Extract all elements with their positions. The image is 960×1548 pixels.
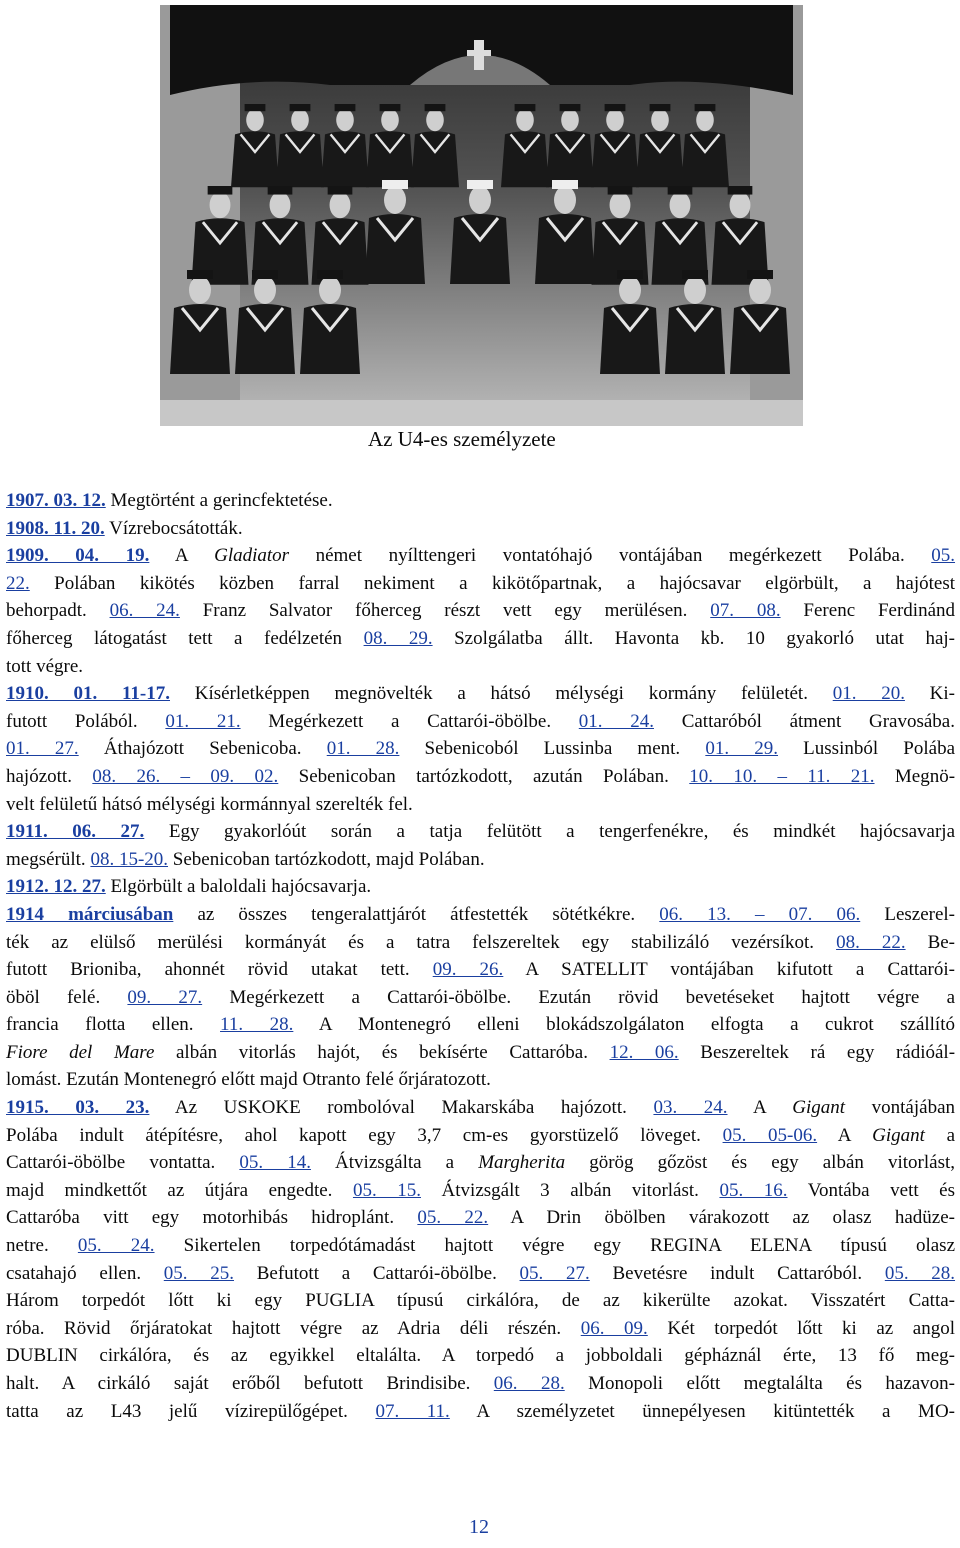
text-run: Fiore del Mare: [6, 1041, 155, 1063]
text-run: főherceg látogatást tett a fedélzetén: [6, 627, 364, 649]
date-link[interactable]: 12. 06.: [609, 1041, 679, 1063]
date-link[interactable]: 10. 10. – 11. 21.: [689, 765, 875, 787]
text-run: vontájában: [845, 1097, 956, 1119]
text-run: Kísérletképpen megnövelték a hátsó mélységi kormány felületét.: [170, 683, 833, 705]
text-run: Vontába vett és: [787, 1179, 956, 1201]
crew-photo-drawing: [160, 5, 803, 426]
text-run: Bevetésre indult Cattaróból.: [589, 1262, 885, 1284]
text-run: Gigant: [792, 1097, 846, 1119]
date-link[interactable]: 1907. 03. 12.: [6, 490, 106, 511]
date-link[interactable]: 05. 28.: [884, 1262, 956, 1284]
text-line: [6, 1287, 955, 1315]
date-link[interactable]: 09. 27.: [127, 986, 203, 1008]
text-line: [6, 1011, 955, 1039]
text-line: [6, 818, 955, 846]
date-link[interactable]: 01. 20.: [832, 683, 905, 705]
text-run: A Drin öbölben várakozott az olasz hadüze-: [488, 1207, 955, 1229]
text-run: francia flotta ellen.: [6, 1014, 221, 1036]
text-run: behorpadt.: [6, 600, 110, 622]
date-link[interactable]: 05. 27.: [519, 1262, 590, 1284]
text-line: [6, 846, 955, 874]
text-run: Polába indult átépítésre, ahol kapott egy 3,7 cm-es gyorstüzelő löveget.: [6, 1124, 723, 1146]
date-link[interactable]: 05. 25.: [163, 1262, 234, 1284]
text-run: hajózott.: [6, 765, 93, 787]
date-link[interactable]: 1911. 06. 27.: [6, 821, 145, 843]
date-link[interactable]: 1908. 11. 20.: [6, 517, 105, 539]
date-link[interactable]: 08. 15-20.: [90, 848, 169, 870]
text-run: Cattaróból átment Gravosába.: [653, 710, 955, 732]
text-run: Egy gyakorlóút során a tatja felütött a tengerfenékre, és mindkét hajócsavarja: [144, 821, 955, 843]
text-line: [6, 984, 955, 1012]
text-line: [6, 1094, 955, 1122]
text-line: [6, 487, 955, 515]
date-link[interactable]: 22.: [6, 572, 30, 594]
text-run: Sebenicoban tartózkodott, majd Polában.: [168, 848, 485, 870]
text-run: csatahajó ellen.: [6, 1262, 164, 1284]
text-line: [6, 901, 955, 929]
text-line: [6, 708, 955, 736]
text-line: [6, 763, 955, 791]
text-line: [6, 791, 955, 819]
text-run: Átvizsgált 3 albán vitorlást.: [421, 1179, 720, 1201]
date-link[interactable]: 06. 13. – 07. 06.: [659, 903, 861, 925]
date-link[interactable]: 1914 márciusában: [6, 903, 174, 925]
text-run: albán vitorlás hajót, és bekísérte Cattaróba.: [154, 1041, 610, 1063]
date-link[interactable]: 1915. 03. 23.: [6, 1097, 150, 1119]
text-run: Áthajózott Sebenicoba.: [78, 738, 327, 760]
date-link[interactable]: 01. 27.: [6, 738, 79, 760]
text-run: Franz Salvator főherceg részt vett egy merülésen.: [179, 600, 711, 622]
text-run: Megérkezett a Cattarói-öbölbe. Ezután rövid bevetéseket hajtott végre a: [202, 986, 955, 1008]
date-link[interactable]: 09. 26.: [432, 959, 504, 981]
text-run: Sikertelen torpedótámadást hajtott végre egy REGINA ELENA típusú olasz: [154, 1235, 956, 1257]
text-line: [6, 1066, 955, 1094]
text-run: Vízrebocsátották.: [104, 517, 243, 539]
text-line: [6, 735, 955, 763]
date-link[interactable]: 11. 28.: [220, 1014, 294, 1036]
text-run: Gigant: [872, 1124, 925, 1146]
text-run: Szolgálatba állt. Havonta kb. 10 gyakorló utat haj-: [432, 627, 956, 649]
text-run: A személyzetet ünnepélyesen kitüntették a MO-: [449, 1400, 956, 1422]
text-run: A SATELLIT vontájában kifutott a Cattarói-: [503, 959, 955, 981]
text-line: [6, 1204, 955, 1232]
crew-photo: [160, 5, 803, 426]
text-line: [6, 1398, 955, 1426]
text-run: Három torpedót lőtt ki egy PUGLIA típusú cirkálóra, de az kikerülte azokat. Visszatért Catta-: [6, 1290, 955, 1312]
text-line: [6, 1039, 955, 1067]
text-run: futott Polából.: [6, 710, 166, 732]
date-link[interactable]: 01. 24.: [578, 710, 654, 732]
text-line: [6, 1232, 955, 1260]
text-run: Ki-: [904, 683, 955, 705]
text-line: [6, 1260, 955, 1288]
text-line: [6, 625, 955, 653]
date-link[interactable]: 1912. 12. 27.: [6, 876, 106, 898]
date-link[interactable]: 05. 16.: [719, 1179, 788, 1201]
text-run: halt. A cirkáló saját erőből befutott Brindisibe.: [6, 1373, 494, 1394]
text-run: öböl felé.: [6, 986, 128, 1008]
text-run: majd mindkettőt az útjára engedte.: [6, 1179, 353, 1201]
text-run: Be-: [905, 931, 955, 953]
text-run: velt felületű hátsó mélységi kormánnyal szerelték fel.: [6, 793, 413, 815]
date-link[interactable]: 05. 22.: [417, 1207, 489, 1229]
date-link[interactable]: 01. 28.: [326, 738, 400, 760]
text-run: görög gőzöst és egy albán vitorlást,: [565, 1152, 955, 1174]
date-link[interactable]: 01. 21.: [165, 710, 241, 732]
text-run: az összes tengeralattjárót átfestették sötétkékre.: [173, 903, 660, 925]
date-link[interactable]: 1910. 01. 11-17.: [6, 683, 170, 705]
text-line: [6, 653, 955, 681]
text-run: A Montenegró elleni blokádszolgálaton elfogta a cukrot szállító: [293, 1014, 955, 1036]
date-link[interactable]: 08. 26. – 09. 02.: [92, 765, 279, 787]
text-line: [6, 1315, 955, 1343]
text-run: ték az elülső merülési kormányát és a tatra felszereltek egy stabilizáló vezérsíkot.: [6, 931, 837, 953]
date-link[interactable]: 08. 22.: [836, 931, 906, 953]
text-run: tott végre.: [6, 655, 84, 677]
text-line: [6, 570, 955, 598]
text-run: Monopoli előtt megtalálta és hazavon-: [564, 1373, 956, 1394]
body-text: [6, 487, 955, 1425]
date-link[interactable]: 01. 29.: [705, 738, 779, 760]
text-run: A: [817, 1124, 873, 1146]
date-link[interactable]: 05.: [931, 545, 956, 567]
text-line: [6, 680, 955, 708]
text-line: [6, 597, 955, 625]
text-run: A: [727, 1097, 793, 1119]
text-run: Leszerel-: [860, 903, 956, 925]
date-link[interactable]: 07. 11.: [375, 1400, 450, 1422]
page-number: 12: [469, 1516, 489, 1538]
text-run: Gladiator: [214, 545, 290, 567]
text-run: Lussinból Polába: [778, 738, 956, 760]
text-run: Megérkezett a Cattarói-öbölbe.: [240, 710, 579, 732]
date-link[interactable]: 08. 29.: [363, 627, 433, 649]
date-link[interactable]: 05. 15.: [352, 1179, 421, 1201]
date-link[interactable]: 03. 24.: [653, 1097, 728, 1119]
text-line: [6, 542, 955, 570]
text-run: Befutott a Cattarói-öbölbe.: [234, 1262, 520, 1284]
text-line: [6, 956, 955, 984]
photo-caption: Az U4-es személyzete: [368, 427, 556, 451]
text-line: [6, 873, 955, 901]
date-link[interactable]: 06. 09.: [580, 1317, 648, 1339]
text-run: futott Brioniba, ahonnét rövid utakat tett.: [6, 959, 433, 981]
text-line: [6, 515, 955, 543]
text-line: [6, 1122, 955, 1150]
text-run: Cattarói-öbölbe vontatta.: [6, 1152, 240, 1174]
text-run: Két torpedót lőtt ki az angol: [647, 1317, 955, 1339]
text-run: német nyílttengeri vontatóhajó vontájában megérkezett Polába.: [289, 545, 932, 567]
text-run: lomást. Ezután Montenegró előtt majd Otranto felé őrjáratozott.: [6, 1069, 491, 1091]
date-link[interactable]: 05. 14.: [239, 1152, 311, 1174]
text-line: [6, 1370, 955, 1398]
date-link[interactable]: 06. 28.: [493, 1373, 565, 1394]
text-run: a: [924, 1124, 956, 1146]
text-run: megsérült.: [6, 848, 91, 870]
text-run: Átvizsgálta a: [310, 1152, 479, 1174]
date-link[interactable]: 06. 24.: [109, 600, 180, 622]
text-line: [6, 1177, 955, 1205]
date-link[interactable]: 05. 05-06.: [722, 1124, 818, 1146]
text-run: Sebenicoban tartózkodott, azután Polában.: [278, 765, 690, 787]
date-link[interactable]: 05. 24.: [77, 1235, 155, 1257]
text-run: Margherita: [478, 1152, 566, 1174]
text-run: DUBLIN cirkálóra, és az egyikkel eltalálta. A torpedó a jobboldali gépháznál érte, 13 fő meg-: [6, 1345, 955, 1367]
text-run: netre.: [6, 1235, 78, 1257]
text-run: Sebenicoból Lussinba ment.: [399, 738, 706, 760]
text-run: Beszereltek rá egy rádióál-: [678, 1041, 956, 1063]
text-run: róba. Rövid őrjáratokat hajtott végre az Adria déli részén.: [6, 1317, 581, 1339]
text-line: [6, 1342, 955, 1370]
text-run: Megnö-: [874, 765, 956, 787]
text-run: Ferenc Ferdinánd: [780, 600, 955, 622]
text-line: [6, 1149, 955, 1177]
date-link[interactable]: 1909. 04. 19.: [6, 545, 150, 567]
date-link[interactable]: 07. 08.: [710, 600, 781, 622]
text-run: Cattaróba vitt egy motorhibás hidroplánt.: [6, 1207, 418, 1229]
text-run: Polában kikötés közben farral nekiment a kikötőpartnak, a hajócsavar elgörbült, a hajótest: [29, 572, 955, 594]
text-run: Az USKOKE rombolóval Makarskába hajózott.: [149, 1097, 654, 1119]
text-run: Elgörbült a baloldali hajócsavarja.: [105, 876, 372, 898]
text-line: [6, 929, 955, 957]
text-run: tatta az L43 jelű vízirepülőgépet.: [6, 1400, 376, 1422]
text-run: Megtörtént a gerincfektetése.: [105, 490, 333, 511]
text-run: A: [149, 545, 215, 567]
